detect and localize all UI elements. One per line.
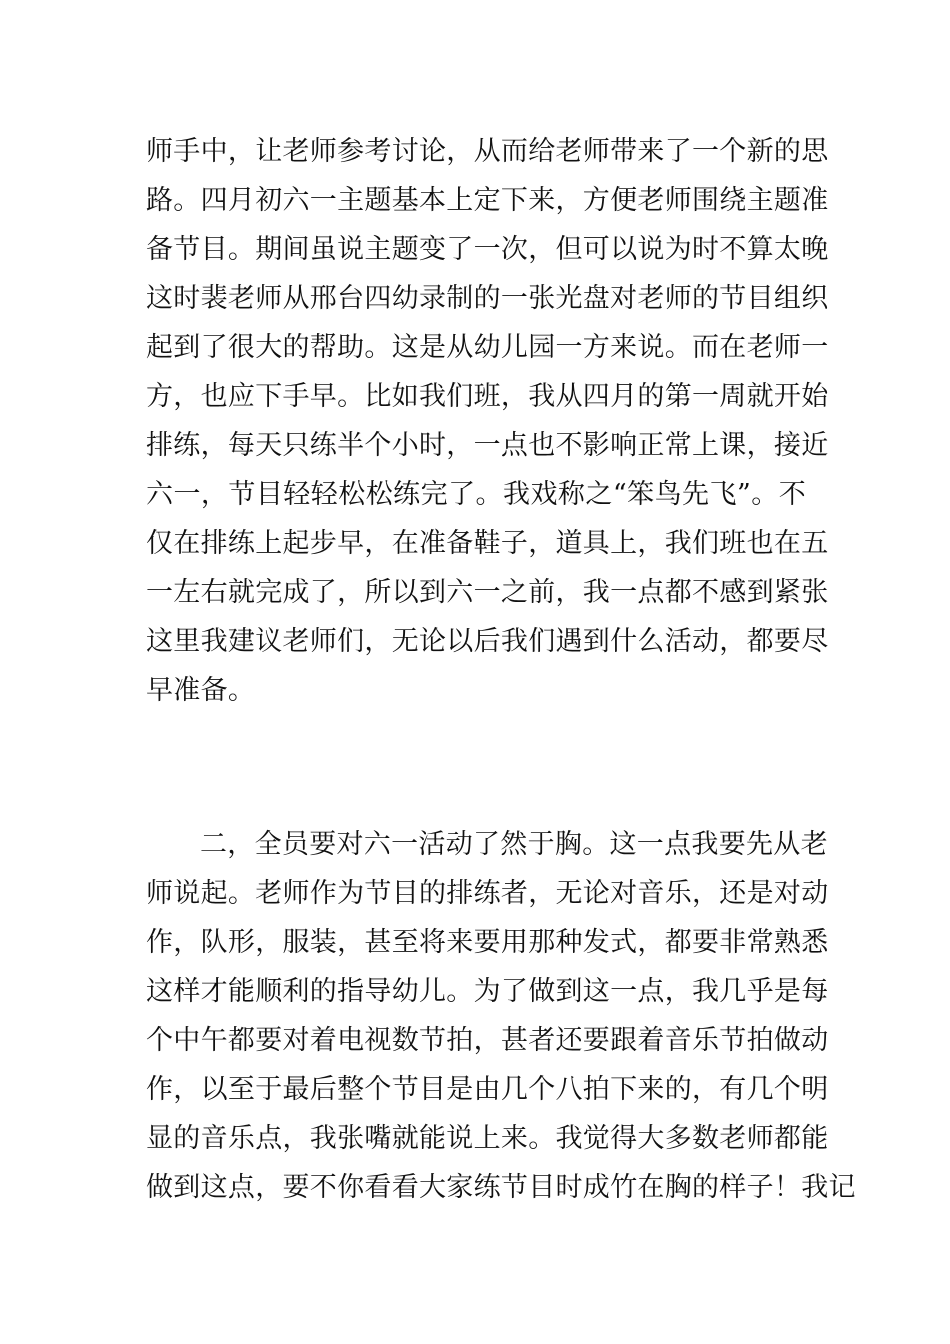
text-line: 作，队形，服装，甚至将来要用那种发式，都要非常熟悉	[146, 927, 829, 958]
text-line: 一左右就完成了，所以到六一之前，我一点都不感到紧张	[146, 577, 829, 608]
text-line: 师说起。老师作为节目的排练者，无论对音乐，还是对动	[146, 878, 829, 909]
text-line: 作，以至于最后整个节目是由几个八拍下来的，有几个明	[146, 1074, 829, 1105]
text-line: 这里我建议老师们，无论以后我们遇到什么活动，都要尽	[146, 626, 829, 657]
text-line: 排练，每天只练半个小时，一点也不影响正常上课，接近	[146, 430, 829, 461]
text-line: 早准备。	[146, 675, 256, 706]
paragraph-preparation	[146, 127, 829, 715]
text-line: 师手中，让老师参考讨论，从而给老师带来了一个新的思	[146, 136, 829, 167]
text-line: 起到了很大的帮助。这是从幼儿园一方来说。而在老师一	[146, 332, 829, 363]
text-line: 个中午都要对着电视数节拍，甚者还要跟着音乐节拍做动	[146, 1025, 829, 1056]
paragraph-familiarity	[146, 820, 856, 1212]
text-line: 这时裴老师从邢台四幼录制的一张光盘对老师的节目组织	[146, 283, 829, 314]
text-line: 路。四月初六一主题基本上定下来，方便老师围绕主题准	[146, 185, 829, 216]
text-line: 备节目。期间虽说主题变了一次，但可以说为时不算太晚	[146, 234, 829, 265]
text-line: 二，全员要对六一活动了然于胸。这一点我要先从老	[200, 829, 828, 860]
text-line: 显的音乐点，我张嘴就能说上来。我觉得大多数老师都能	[146, 1123, 829, 1154]
text-line: 仅在排练上起步早，在准备鞋子，道具上，我们班也在五	[146, 528, 829, 559]
text-line: 这样才能顺利的指导幼儿。为了做到这一点，我几乎是每	[146, 976, 829, 1007]
text-line: 做到这点，要不你看看大家练节目时成竹在胸的样子！我记	[146, 1172, 856, 1203]
text-line: 六一，节目轻轻松松练完了。我戏称之“笨鸟先飞”。不	[146, 479, 806, 510]
text-line: 方，也应下手早。比如我们班，我从四月的第一周就开始	[146, 381, 829, 412]
